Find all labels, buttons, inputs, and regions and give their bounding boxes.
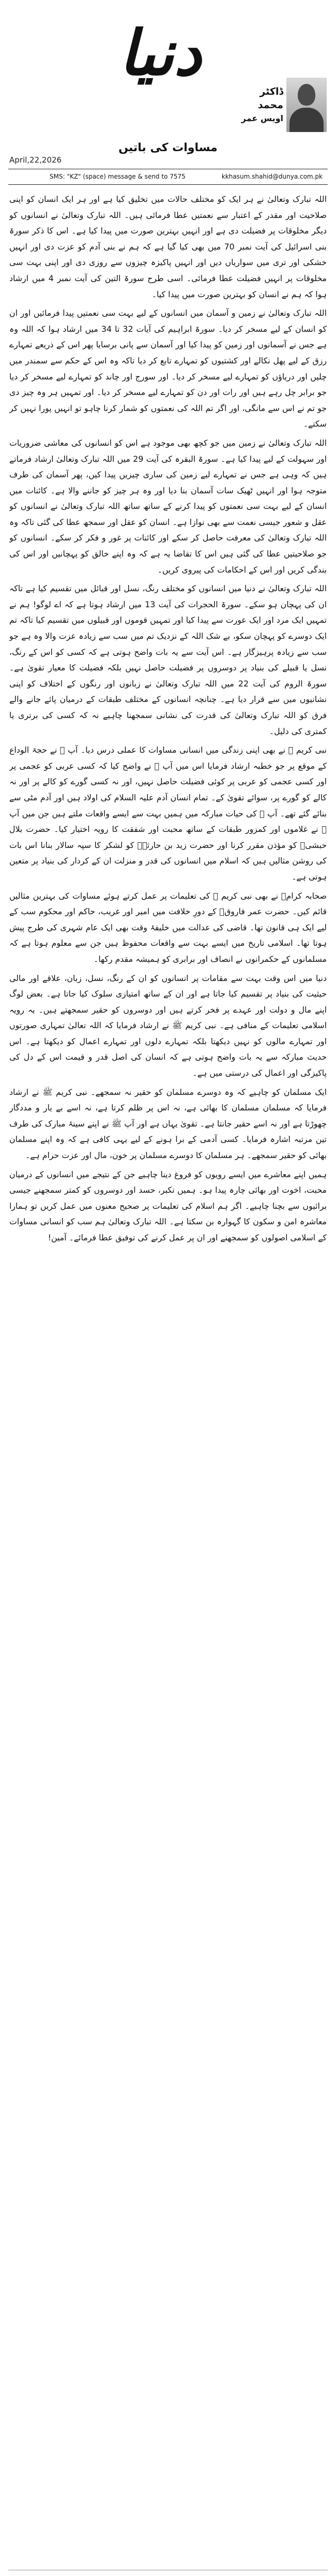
article-body xyxy=(9,192,327,2568)
masthead xyxy=(0,0,336,165)
paragraph: ہمیں اپنے معاشرے میں ایسے رویوں کو فروغ دینا چاہیے جن کے نتیجے میں انسانوں کے درمیان محبت، اخوت اور بھائی چارہ پیدا ہو۔ ہمیں تکبر، حسد اور دوسروں کو کمتر سمجھنے جیسی برائیوں سے بچنا چاہیے۔ اگر ہم اسلام کی تعلیمات پر صحیح معنوں میں عمل کریں تو ہمارا معاشرہ امن و سکون کا گہوارہ بن سکتا ہے۔ اللہ تبارک وتعالیٰ ہم سب کو انسانی مساوات کے اسلامی اصولوں کو سمجھنے اور ان پر عمل کرنے کی توفیق عطا فرمائے۔ آمین! xyxy=(9,1169,327,1242)
headline-band xyxy=(0,139,336,157)
sms-instruction: SMS: "KZ" (space) message & send to 7575 xyxy=(50,173,186,180)
paragraph: دنیا میں اس وقت بہت سے مقامات پر انسانوں کو ان کے رنگ، نسل، زبان، علاقے اور مالی حیثیت کی بنیاد پر تقسیم کیا جاتا ہے اور ان کے ساتھ امتیازی سلوک کیا جاتا ہے۔ بعض لوگ اپنے مال و دولت اور عہدے پر فخر کرتے ہیں اور دوسروں کو حقیر سمجھتے ہیں۔ یہ رویہ اسلامی تعلیمات کے منافی ہے۔ نبی کریم ﷺ نے ارشاد فرمایا کہ اللہ تعالیٰ تمہاری صورتوں اور تمہارے مالوں کو نہیں دیکھتا بلکہ تمہارے دلوں اور تمہارے اعمال کو دیکھتا ہے۔ اس حدیث مبارکہ سے یہ بات واضح ہوتی ہے کہ انسان کی اصل قدر و قیمت اس کے دل کی پاکیزگی اور اعمال کی درستی میں ہے۔ xyxy=(9,973,327,1078)
paragraph: صحابہ کرامؓ نے بھی نبی کریم ﷺ کی تعلیمات پر عمل کرتے ہوئے مساوات کی بہترین مثالیں قائم کیں۔ حضرت عمر فاروقؓ کے دورِ خلافت میں امیر اور غریب، حاکم اور محکوم سب کے لیے ایک ہی قانون تھا۔ قاضی کی عدالت میں خلیفۂ وقت بھی ایک عام شہری کی طرح پیش ہوتا تھا۔ اسلامی تاریخ میں ایسے بہت سے واقعات محفوظ ہیں جن سے معلوم ہوتا ہے کہ مسلمانوں کے حکمرانوں نے انصاف اور برابری کو ہمیشہ مقدم رکھا۔ xyxy=(9,890,327,964)
logo-text: دنیا xyxy=(119,17,202,90)
publish-date: April,22,2026 xyxy=(9,155,62,165)
info-bar xyxy=(8,171,328,183)
columnist-email[interactable]: kkhasum.shahid@dunya.com.pk xyxy=(221,173,323,180)
paragraph: اللہ تبارک وتعالیٰ نے ہر ایک کو مختلف حالات میں تخلیق کیا ہے اور ہر ایک انسان کو اپنی صلاحیت اور مقدر کے اعتبار سے نعمتیں عطا فرمائی ہیں۔ اللہ تبارک وتعالیٰ نے انسانوں کو دیگر مخلوقات پر فضیلت دی ہے اور انہیں بہترین صورت میں پیدا کیا ہے۔ اس کا ذکر سورۃ بنی اسرائیل کی آیت نمبر 70 میں بھی کیا گیا ہے کہ ہم نے بنی آدم کو عزت دی اور انہیں خشکی اور تری میں سواریاں دیں اور انہیں پاکیزہ چیزوں سے روزی دی اور اپنی بہت سی مخلوقات پر انہیں فضیلت عطا فرمائی۔ اسی طرح سورۃ التین کی آیت نمبر 4 میں ارشاد ہوا کہ ہم نے انسان کو بہترین صورت میں پیدا کیا۔ xyxy=(9,194,327,299)
bottom-divider xyxy=(8,184,328,185)
paragraph: اللہ تبارک وتعالیٰ نے زمین میں جو کچھ بھی موجود ہے اس کو انسانوں کی معاشی ضروریات اور سہولت کے لیے پیدا کیا ہے۔ سورۃ البقرہ کی آیت 29 میں اللہ تبارک وتعالیٰ ارشاد فرماتے ہیں کہ وہی ہے جس نے تمہارے لیے زمین کی ساری چیزیں پیدا کیں، پھر آسمان کی طرف متوجہ ہوا اور انہیں ٹھیک سات آسمان بنا دیا اور وہ ہر چیز کو جاننے والا ہے۔ کائنات میں انسان کے لیے بہت سی نعمتوں کو پیدا کرنے کے ساتھ ساتھ اللہ تبارک وتعالیٰ نے انسانوں کو عقل و شعور جیسی نعمت سے بھی نوازا ہے۔ انسان کو عقل اور سمجھ عطا کی گئی تاکہ وہ اللہ تبارک وتعالیٰ کی معرفت حاصل کر سکے اور کائنات پر غور و فکر کر سکے۔ انسانوں کو جو صلاحیتیں عطا کی گئی ہیں اس کا تقاضا یہ ہے کہ وہ اپنے خالق کو پہچانیں اور اس کی بندگی کریں اور اس کے احکامات کی پیروی کریں۔ xyxy=(9,437,327,575)
paragraph: نبی کریم ﷺ نے بھی اپنی زندگی میں انسانی مساوات کا عملی درس دیا۔ آپ ﷺ نے حجۃ الوداع کے موقع پر جو خطبہ ارشاد فرمایا اس میں آپ ﷺ نے واضح کیا کہ کسی عربی کو عجمی پر اور کسی عجمی کو عربی پر کوئی فضیلت حاصل نہیں، اور نہ کسی گورے کو کالے پر اور نہ کالے کو گورے پر، سوائے تقویٰ کے۔ تمام انسان آدم علیہ السلام کی اولاد ہیں اور آدم مٹی سے بنائے گئے تھے۔ آپ ﷺ کی حیات مبارکہ میں ہمیں بہت سے ایسے واقعات ملتے ہیں جن میں آپ ﷺ نے غلاموں اور کمزور طبقات کے ساتھ محبت اور شفقت کا رویہ اختیار کیا۔ حضرت بلال حبشیؓ کو مؤذن مقرر کرنا اور حضرت زید بن حارثہؓ کو لشکر کا سپہ سالار بنانا اس بات کی روشن مثالیں ہیں کہ اسلام میں انسانوں کی قدر و منزلت ان کے کردار کی بنیاد پر متعین ہوتی ہے۔ xyxy=(9,745,327,882)
article-headline: مساوات کی باتیں xyxy=(118,141,218,154)
paragraph: اللہ تبارک وتعالیٰ نے دنیا میں انسانوں کو مختلف رنگ، نسل اور قبائل میں تقسیم کیا ہے تاکہ ان کی پہچان ہو سکے۔ سورۃ الحجرات کی آیت 13 میں ارشاد ہوتا ہے کہ اے لوگو! ہم نے تمہیں ایک مرد اور ایک عورت سے پیدا کیا اور تمہیں قوموں اور قبیلوں میں تقسیم کیا تاکہ تم ایک دوسرے کو پہچان سکو، بے شک اللہ کے نزدیک تم میں سب سے زیادہ عزت والا وہ ہے جو سب سے زیادہ پرہیزگار ہے۔ اس آیت سے یہ بات واضح ہوتی ہے کہ کسی کو اس کے رنگ، نسل یا قبیلے کی بنیاد پر دوسروں پر فضیلت حاصل نہیں بلکہ فضیلت کا معیار تقویٰ ہے۔ سورۃ الروم کی آیت 22 میں اللہ تبارک وتعالیٰ نے زبانوں اور رنگوں کے اختلاف کو اپنی نشانیوں میں سے قرار دیا ہے۔ چنانچہ انسانوں کے مختلف طبقات کے درمیان پائے جانے والے فرق کو اللہ تبارک وتعالیٰ کی قدرت کی نشانی سمجھنا چاہیے نہ کہ کسی کی برتری یا کمتری کی دلیل۔ xyxy=(9,583,327,736)
columnist-photo xyxy=(286,78,327,132)
columnist-block xyxy=(239,78,327,140)
columnist-name-line2: اویس عمر xyxy=(241,113,283,123)
paragraph: اللہ تبارک وتعالیٰ نے زمین و آسمان میں انسانوں کے لیے بہت سی نعمتیں پیدا فرمائیں اور ان کو انسان کے لیے مسخر کر دیا۔ سورۃ ابراہیم کی آیات 32 تا 34 میں ارشاد ہوا کہ اللہ وہ ہے جس نے آسمانوں اور زمین کو پیدا کیا اور آسمان سے پانی برسایا پھر اس کے ذریعے تمہارے رزق کے لیے پھل نکالے اور کشتیوں کو تمہارے تابع کر دیا تاکہ وہ اس کے حکم سے سمندر میں چلیں اور دریاؤں کو تمہارے لیے مسخر کر دیا۔ اور سورج اور چاند کو تمہارے لیے مسخر کر دیا جو برابر چل رہے ہیں اور رات اور دن کو تمہارے لیے مسخر کر دیا۔ اور تمہیں ہر وہ چیز دی جو تم نے اس سے مانگی، اور اگر تم اللہ کی نعمتوں کو شمار کرنا چاہو تو انہیں پورا نہیں کر سکتے۔ xyxy=(9,308,327,429)
columnist-name xyxy=(237,85,283,125)
paragraph: ایک مسلمان کو چاہیے کہ وہ دوسرے مسلمان کو حقیر نہ سمجھے۔ نبی کریم ﷺ نے ارشاد فرمایا کہ مسلمان مسلمان کا بھائی ہے، نہ اس پر ظلم کرتا ہے، نہ اسے بے یار و مددگار چھوڑتا ہے اور نہ اسے حقیر جانتا ہے۔ تقویٰ یہاں ہے اور آپ ﷺ نے اپنے سینۂ مبارک کی طرف تین مرتبہ اشارہ فرمایا۔ کسی آدمی کے برا ہونے کے لیے یہی کافی ہے کہ وہ اپنے مسلمان بھائی کو حقیر سمجھے۔ ہر مسلمان کا دوسرے مسلمان پر خون، مال اور عزت حرام ہے۔ xyxy=(9,1087,327,1161)
newspaper-logo xyxy=(72,14,248,92)
columnist-name-line1: ڈاکٹر محمد xyxy=(257,86,283,111)
